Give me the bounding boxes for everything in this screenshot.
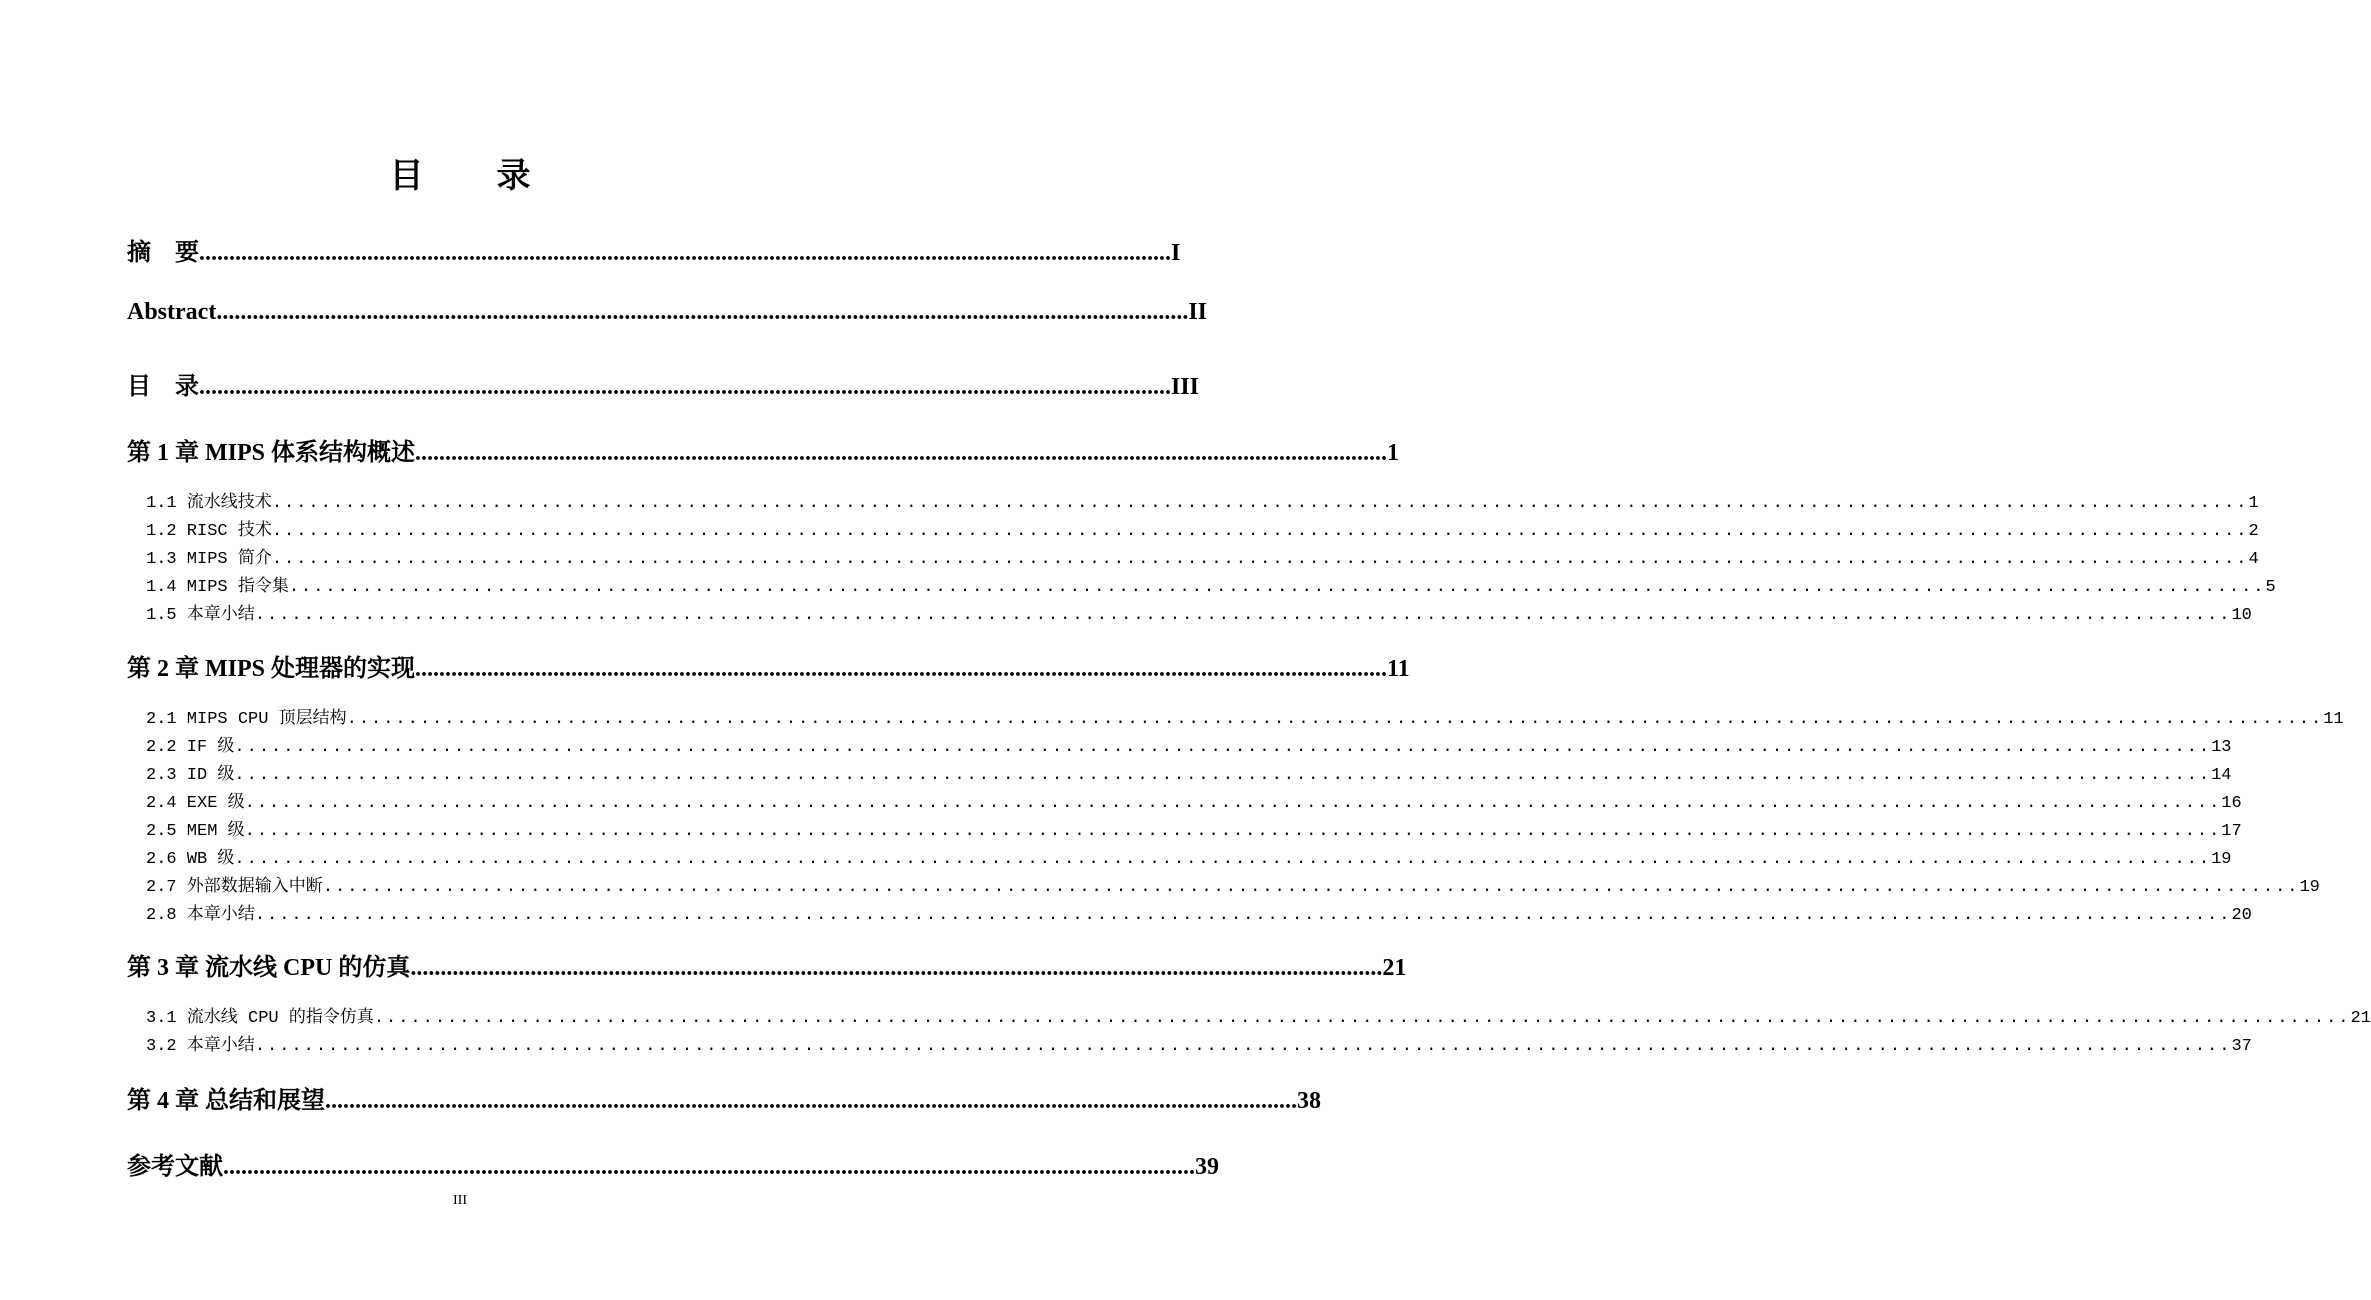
toc-label: 第 1 章 MIPS 体系结构概述 [127, 440, 415, 466]
toc-label: 2.3 ID 级 [146, 766, 235, 785]
toc-dot-leader: .................................................................................................................................................................. [373, 1009, 2351, 1028]
toc-entry-section-2-8[interactable] [146, 899, 2252, 925]
toc-dot-leader: .................................................................................................................................................................. [322, 878, 2300, 897]
toc-entry-section-3-2[interactable] [146, 1030, 2252, 1056]
toc-label: 第 4 章 总结和展望 [127, 1088, 325, 1114]
toc-entry-references[interactable] [127, 1146, 1219, 1181]
toc-dot-leader: .................................................................................................................................................................. [271, 522, 2249, 541]
toc-dot-leader: .................................................................................................................................................................. [199, 240, 1171, 266]
toc-label: 参考文献 [127, 1154, 223, 1180]
toc-dot-leader: .................................................................................................................................................................. [254, 906, 2232, 925]
toc-page-number: 10 [2231, 606, 2252, 625]
page-number-footer: III [453, 1193, 467, 1208]
toc-page-number: 11 [2323, 710, 2344, 729]
toc-label: 2.2 IF 级 [146, 738, 235, 757]
toc-dot-leader: .................................................................................................................................................................. [415, 440, 1387, 466]
toc-entry-section-2-5[interactable] [146, 815, 2242, 841]
toc-label: 1.4 MIPS 指令集 [146, 578, 289, 597]
toc-page-number: 21 [2350, 1009, 2371, 1028]
toc-entry-section-1-3[interactable] [146, 543, 2259, 569]
toc-label: 1.5 本章小结 [146, 606, 255, 625]
toc-entry-section-3-1[interactable] [146, 1002, 2371, 1028]
toc-label: 第 2 章 MIPS 处理器的实现 [127, 656, 415, 682]
toc-dot-leader: .................................................................................................................................................................. [244, 822, 2222, 841]
toc-dot-leader: .................................................................................................................................................................. [254, 1037, 2232, 1056]
toc-page-number: 19 [2299, 878, 2320, 897]
toc-entry-section-2-6[interactable] [146, 843, 2232, 869]
toc-page-number: 11 [1387, 656, 1410, 682]
toc-page-number: 1 [2248, 494, 2259, 513]
toc-dot-leader: .................................................................................................................................................................. [254, 606, 2232, 625]
toc-entry-chapter-2[interactable] [127, 648, 1410, 683]
toc-entry-chapter-1[interactable] [127, 432, 1399, 467]
toc-dot-leader: .................................................................................................................................................................. [234, 766, 2212, 785]
toc-label: 2.4 EXE 级 [146, 794, 245, 813]
toc-entry-section-1-4[interactable] [146, 571, 2276, 597]
toc-dot-leader: .................................................................................................................................................................. [216, 299, 1189, 325]
toc-page-number: 4 [2248, 550, 2259, 569]
toc-dot-leader: .................................................................................................................................................................. [199, 374, 1171, 400]
toc-page-number: 38 [1297, 1088, 1321, 1114]
toc-label: 3.2 本章小结 [146, 1037, 255, 1056]
toc-dot-leader: .................................................................................................................................................................. [271, 550, 2249, 569]
toc-dot-leader: .................................................................................................................................................................. [288, 578, 2266, 597]
toc-dot-leader: .................................................................................................................................................................. [234, 738, 2212, 757]
toc-entry-chapter-3[interactable] [127, 947, 1407, 982]
toc-label: 2.5 MEM 级 [146, 822, 245, 841]
toc-page-number: 20 [2231, 906, 2252, 925]
toc-label: 2.7 外部数据输入中断 [146, 878, 323, 897]
toc-entry-section-2-1[interactable] [146, 703, 2344, 729]
toc-entry-section-1-2[interactable] [146, 515, 2259, 541]
toc-entry-section-2-4[interactable] [146, 787, 2242, 813]
toc-page-number: II [1188, 299, 1207, 325]
toc-page-number: 13 [2211, 738, 2232, 757]
toc-page-number: 37 [2231, 1037, 2252, 1056]
toc-entry-section-1-5[interactable] [146, 599, 2252, 625]
toc-dot-leader: .................................................................................................................................................................. [346, 710, 2324, 729]
toc-label: 第 3 章 流水线 CPU 的仿真 [127, 955, 411, 981]
toc-label: 1.1 流水线技术 [146, 494, 272, 513]
toc-page-number: 17 [2221, 822, 2242, 841]
toc-dot-leader: .................................................................................................................................................................. [415, 656, 1387, 682]
toc-entry-section-2-3[interactable] [146, 759, 2232, 785]
toc-entry-section-2-7[interactable] [146, 871, 2320, 897]
toc-entry-abstract-cn[interactable] [127, 232, 1181, 267]
toc-entry-section-2-2[interactable] [146, 731, 2232, 757]
toc-label: Abstract [127, 299, 217, 325]
toc-dot-leader: .................................................................................................................................................................. [234, 850, 2212, 869]
toc-page-number: I [1171, 240, 1181, 266]
toc-label: 2.8 本章小结 [146, 906, 255, 925]
toc-entry-chapter-4[interactable] [127, 1080, 1321, 1115]
toc-label: 1.3 MIPS 简介 [146, 550, 272, 569]
toc-dot-leader: .................................................................................................................................................................. [244, 794, 2222, 813]
toc-label: 2.1 MIPS CPU 顶层结构 [146, 710, 347, 729]
toc-label: 目 录 [127, 374, 199, 400]
toc-label: 摘 要 [127, 240, 199, 266]
toc-dot-leader: .................................................................................................................................................................. [325, 1088, 1297, 1114]
toc-entry-abstract-en[interactable] [127, 299, 1207, 326]
toc-page-number: 21 [1382, 955, 1407, 981]
toc-label: 1.2 RISC 技术 [146, 522, 272, 541]
toc-label: 3.1 流水线 CPU 的指令仿真 [146, 1009, 374, 1028]
toc-label: 2.6 WB 级 [146, 850, 235, 869]
toc-page-number: 39 [1195, 1154, 1219, 1180]
toc-page-number: 5 [2265, 578, 2276, 597]
toc-entry-contents[interactable] [127, 366, 1200, 401]
toc-page-number: 14 [2211, 766, 2232, 785]
toc-page-number: 19 [2211, 850, 2232, 869]
toc-dot-leader: .................................................................................................................................................................. [271, 494, 2249, 513]
page-title: 目 录 [389, 156, 562, 196]
toc-entry-section-1-1[interactable] [146, 487, 2259, 513]
toc-page-number: 16 [2221, 794, 2242, 813]
toc-dot-leader: .................................................................................................................................................................. [223, 1154, 1195, 1180]
toc-dot-leader: .................................................................................................................................................................. [410, 955, 1383, 981]
toc-page-number: III [1171, 374, 1200, 400]
toc-page-number: 1 [1387, 440, 1399, 466]
toc-page-number: 2 [2248, 522, 2259, 541]
